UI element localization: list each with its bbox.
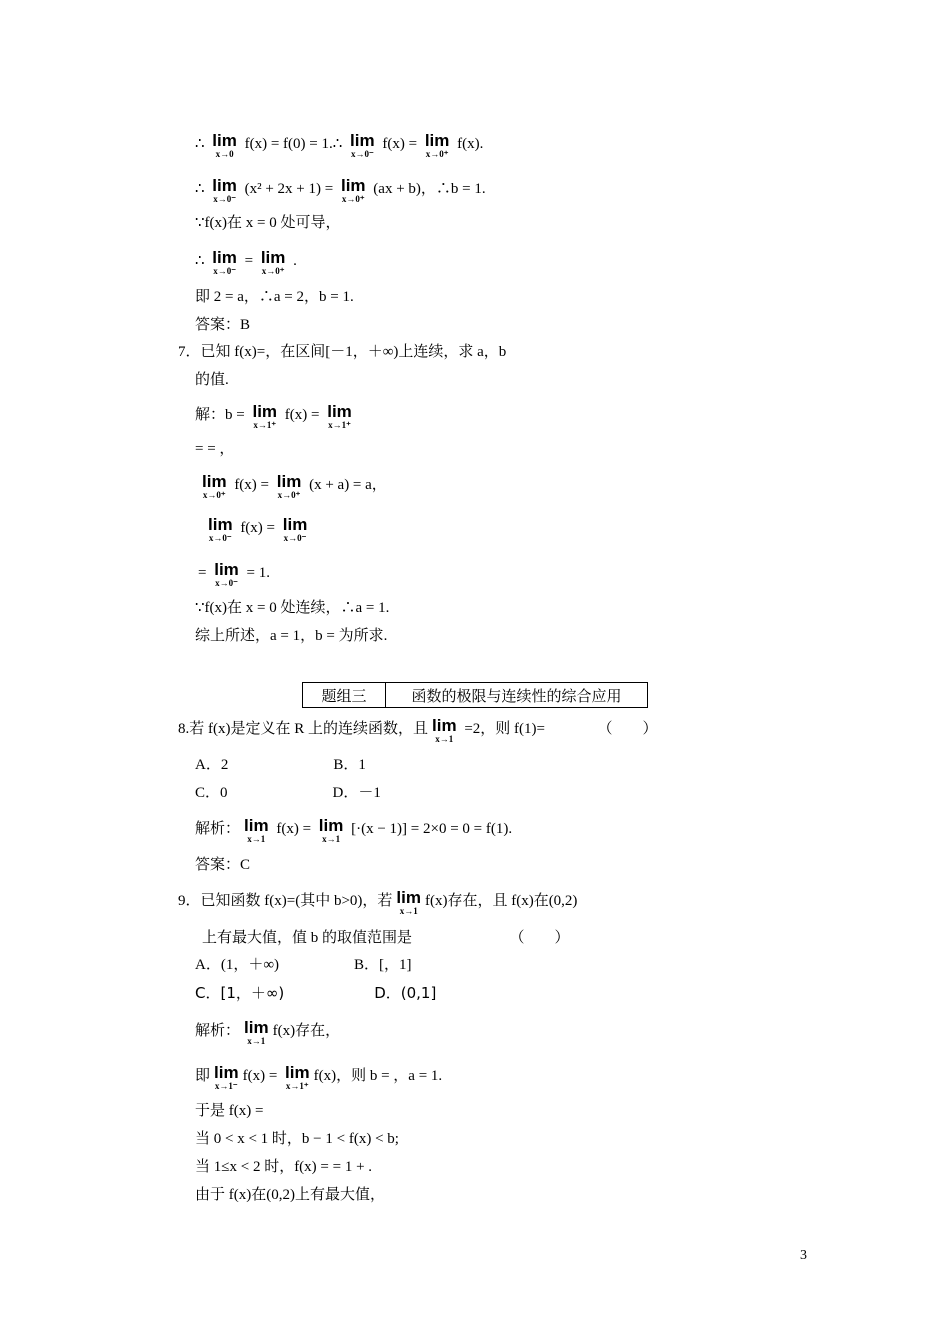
text-line-l10 [195,439,234,459]
text-run: f(x)存在，且 f(x)在(0,2) [424,892,578,909]
lim-word: lim [208,515,233,534]
lim-word: lim [214,560,239,579]
lim-subscript: x→0⁺ [425,149,449,159]
text-run: = = ， [195,441,235,457]
lim-word: lim [396,888,421,907]
text-line-l15 [195,626,387,646]
lim-subscript: x→0⁻ [283,533,307,543]
limit-expression [261,249,286,276]
text-line-l7 [178,342,506,362]
lim-word: lim [424,131,450,150]
text-line-l2 [195,176,486,203]
lim-subscript: x→0⁻ [208,533,232,543]
text-run: f(x) = [236,519,279,536]
lim-word: lim [212,131,237,150]
section-title: 函数的极限与连续性的综合应用 [411,688,622,705]
text-run: f(x) = [242,1067,282,1084]
text-line-l23 [195,955,412,975]
limit-expression [214,1064,239,1091]
text-line-l17 [195,755,366,775]
text-line-l1 [195,131,483,158]
text-run: ∵f(x)在 x = 0 处连续，∴a = 1. [195,600,390,616]
text-line-l14 [195,598,389,618]
text-line-l18 [195,783,381,803]
limit-expression [432,717,457,744]
limit-expression [396,889,421,916]
text-run: 的值. [195,372,229,388]
lim-subscript: x→0⁻ [213,194,236,204]
text-run: (x + a) = a， [305,476,387,493]
text-run: 即 2 = a，∴a = 2，b = 1. [195,289,354,305]
limit-expression [212,177,237,204]
lim-word: lim [202,472,227,491]
lim-subscript: x→0⁺ [261,266,285,276]
lim-word: lim [285,1063,310,1082]
text-run: = [240,252,257,269]
text-line-l4 [195,248,297,275]
text-run: ∴ [195,135,209,152]
lim-subscript: x→1⁻ [214,1081,238,1091]
limit-expression [285,1064,310,1091]
text-run: C．0 D．－1 [195,785,381,801]
text-line-l9 [195,402,356,429]
text-line-l24 [195,983,436,1003]
text-run: = 1. [242,564,270,581]
lim-word: lim [244,1018,269,1037]
lim-subscript: x→0⁻ [350,149,374,159]
lim-subscript: x→1 [435,734,454,744]
lim-word: lim [212,248,237,267]
text-line-l6 [195,315,250,335]
section-header-table [302,682,648,708]
limit-expression [208,516,233,543]
text-run: A．2 B．1 [195,757,366,773]
text-run: 答案：B [195,317,251,333]
text-run: 由于 f(x)在(0,2)上有最大值， [195,1187,385,1203]
text-line-l29 [195,1157,372,1177]
text-run: =2，则 f(1)= （ ） [460,720,658,737]
text-run: f(x)存在， [272,1022,341,1039]
limit-expression [327,403,352,430]
text-run: 当 1≤x < 2 时，f(x) = = 1 + . [195,1159,373,1175]
text-run: = [198,564,211,581]
lim-subscript: x→1 [247,1036,266,1046]
text-run: 答案：C [195,857,251,873]
text-run: C．[1，＋∞) D．(0,1] [195,984,437,1002]
text-line-l27 [195,1101,263,1121]
lim-subscript: x→0⁺ [341,194,365,204]
text-run: f(x)，则 b = ，a = 1. [313,1067,443,1084]
text-line-l21 [178,888,577,915]
lim-word: lim [260,248,286,267]
text-run: 于是 f(x) = [195,1103,264,1119]
text-run: 解析： [195,1022,241,1039]
lim-subscript: x→0⁻ [215,578,238,588]
text-line-l20 [195,855,250,875]
limit-expression [252,403,277,430]
text-line-l12 [204,515,311,542]
limit-expression [244,817,269,844]
text-run: f(x) = [230,476,273,493]
lim-subscript: x→1⁺ [253,420,277,430]
text-line-l3 [195,213,341,233]
text-run: f(x). [453,135,484,152]
text-run: . [289,252,297,269]
text-line-l13 [198,560,270,587]
lim-subscript: x→1 [247,834,266,844]
text-run: 8.若 f(x)是定义在 R 上的连续函数，且 [178,720,428,737]
text-line-l8 [195,370,229,390]
limit-expression [283,516,308,543]
text-line-l5 [195,287,354,307]
lim-subscript: x→0 [215,149,234,159]
lim-subscript: x→1 [399,906,418,916]
limit-expression [319,817,344,844]
text-run: 解：b = [195,406,249,423]
section-label: 题组三 [303,683,386,707]
text-line-l22 [202,928,570,948]
text-line-l11 [198,472,387,499]
text-run: 7．已知 f(x)=，在区间[－1，＋∞)上连续，求 a，b [178,344,507,360]
lim-word: lim [282,515,308,534]
text-run: 当 0 < x < 1 时，b − 1 < f(x) < b; [195,1131,399,1147]
limit-expression [350,132,375,159]
lim-subscript: x→1⁺ [328,420,351,430]
text-run: 9．已知函数 f(x)=(其中 b>0)，若 [178,892,393,909]
lim-word: lim [212,176,237,195]
text-run: [·(x − 1)] = 2×0 = 0 = f(1). [347,820,513,837]
lim-word: lim [214,1063,239,1082]
text-run: ∴ [195,180,209,197]
lim-word: lim [327,402,352,421]
lim-word: lim [340,176,366,195]
text-run: 即 [195,1067,211,1084]
lim-word: lim [432,716,457,735]
lim-word: lim [276,472,302,491]
lim-subscript: x→0⁻ [213,266,236,276]
text-run: 综上所述，a = 1，b = 为所求. [195,628,388,644]
text-line-l25 [195,1018,340,1045]
lim-word: lim [318,816,344,835]
limit-expression [244,1019,269,1046]
text-run: f(x) = f(0) = 1.∴ [240,135,347,152]
lim-word: lim [252,402,278,421]
limit-expression [212,249,237,276]
lim-word: lim [350,131,375,150]
limit-expression [341,177,366,204]
text-run: ∵f(x)在 x = 0 处可导， [195,215,341,231]
text-line-l19 [195,816,512,843]
text-line-l28 [195,1129,399,1149]
text-run: (ax + b)，∴b = 1. [369,180,486,197]
text-run: f(x) = [378,135,421,152]
limit-expression [425,132,450,159]
text-run: 上有最大值，值 b 的取值范围是 （ ） [202,930,570,946]
lim-subscript: x→1 [322,834,341,844]
text-line-l30 [195,1185,385,1205]
page-number: 3 [800,1248,807,1263]
lim-word: lim [244,816,269,835]
limit-expression [202,473,227,500]
text-run: 解析： [195,820,241,837]
text-run: f(x) = [272,820,315,837]
text-run: ∴ [195,252,209,269]
text-run: A．(1，＋∞) B．[，1] [195,957,412,973]
text-run: (x² + 2x + 1) = [240,180,337,197]
limit-expression [212,132,237,159]
limit-expression [214,561,239,588]
text-run: f(x) = [281,406,324,423]
lim-subscript: x→0⁺ [202,490,226,500]
text-line-l16 [178,716,657,743]
text-line-l26 [195,1063,442,1090]
lim-subscript: x→0⁺ [277,490,301,500]
limit-expression [277,473,302,500]
lim-subscript: x→1⁺ [285,1081,309,1091]
